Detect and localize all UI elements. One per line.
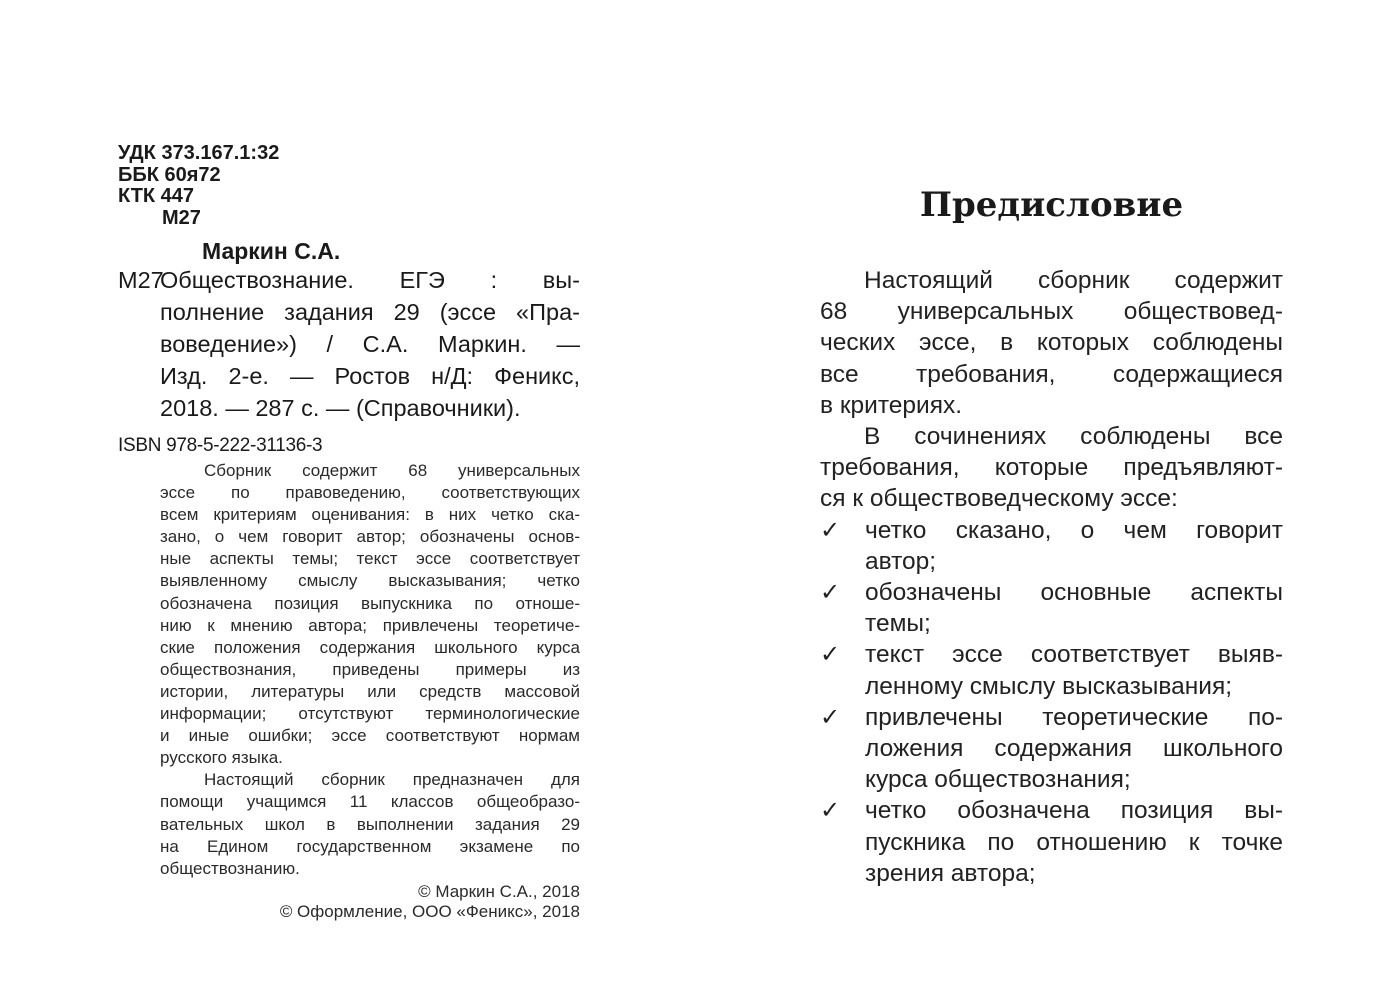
checklist-line: текст эссе соответствует выяв-: [865, 641, 1283, 669]
classification-codes: [118, 143, 279, 229]
citation-line: 2018. — 287 с. — (Справочники).: [160, 395, 521, 421]
annotation-line: эссе по правоведению, соответствующих: [160, 483, 580, 503]
annotation-line: ные аспекты темы; текст эссе соответствует: [160, 549, 580, 569]
annotation-paragraph: [160, 769, 580, 879]
annotation-line: зано, о чем говорит автор; обозначены основ-: [160, 527, 580, 547]
checklist-line: четко обозначена позиция вы-: [865, 797, 1283, 825]
annotation-line: информации; отсутствуют терминологические: [160, 704, 580, 724]
annotation-line: ские положения содержания школьного курса: [160, 637, 580, 657]
checklist-line: ленному смыслу высказывания;: [865, 672, 1233, 700]
checklist-line: темы;: [865, 610, 931, 638]
author-name: Маркин С.А.: [202, 238, 341, 264]
preface-line: требования, которые предъявляют-: [820, 454, 1283, 482]
checklist-line: курса обществознания;: [865, 766, 1131, 794]
citation-mark: М27: [118, 267, 164, 293]
preface-line: 68 универсальных обществовед-: [820, 298, 1283, 326]
annotation: [160, 460, 580, 880]
preface-text: [820, 265, 1283, 889]
preface-paragraph: [820, 421, 1283, 515]
checklist-item: [820, 795, 1283, 889]
checklist-item: [820, 577, 1283, 639]
check-icon: ✓: [820, 703, 841, 731]
checklist-line: обозначены основные аспекты: [865, 579, 1283, 607]
annotation-line: вательных школ в выполнении задания 29: [160, 814, 580, 834]
checklist-line: пускника по отношению к точке: [865, 828, 1283, 856]
checklist-line: ложения содержания школьного: [865, 735, 1283, 763]
preface-paragraph: [820, 265, 1283, 421]
page-heading: Предисловие: [919, 185, 1184, 225]
checklist-line: привлечены теоретические по-: [865, 703, 1283, 731]
citation-line: воведение») / С.А. Маркин. —: [160, 331, 580, 357]
annotation-line: нию к мнению автора; привлечены теоретиче-: [160, 615, 580, 635]
checklist-item: [820, 515, 1283, 577]
bibliographic-citation: [118, 264, 580, 424]
preface-line: В сочинениях соблюдены все: [864, 423, 1283, 451]
udk-code: УДК 373.167.1:32: [118, 142, 280, 164]
checklist-line: зрения автора;: [865, 859, 1036, 887]
annotation-line: выявленному смыслу высказывания; четко: [160, 571, 580, 591]
annotation-paragraph: [160, 460, 580, 769]
copyright-author: © Маркин С.А., 2018: [418, 882, 580, 901]
bbk-code: ББК 60я72: [118, 163, 221, 186]
annotation-line: истории, литературы или средств массовой: [160, 681, 580, 701]
annotation-line: русского языка.: [160, 748, 283, 768]
copyright: [280, 882, 580, 922]
preface-line: все требования, содержащиеся: [820, 360, 1283, 388]
checklist-line: автор;: [865, 547, 937, 575]
annotation-line: обществознания, приведены примеры из: [160, 659, 580, 679]
copyright-publisher: © Оформление, ООО «Феникс», 2018: [279, 902, 580, 921]
annotation-line: обозначена позиция выпускника по отноше-: [160, 593, 580, 613]
check-icon: ✓: [820, 797, 841, 825]
preface-line: Настоящий сборник содержит: [864, 267, 1283, 294]
preface-line: в критериях.: [820, 391, 963, 419]
check-icon: ✓: [820, 641, 841, 669]
annotation-line: обществознанию.: [160, 858, 300, 878]
annotation-line: на Едином государственном экзамене по: [160, 836, 580, 856]
checklist-line: четко сказано, о чем говорит: [865, 516, 1283, 544]
ktk-code: КТК 447: [118, 185, 195, 207]
preface-line: ся к обществоведческому эссе:: [820, 485, 1178, 513]
annotation-line: всем критериям оценивания: в них четко ска-: [160, 505, 580, 525]
preface-line: ческих эссе, в которых соблюдены: [820, 329, 1283, 357]
checklist-item: [820, 702, 1283, 796]
checklist-item: [820, 639, 1283, 701]
check-icon: ✓: [820, 516, 841, 544]
citation-line: Изд. 2-е. — Ростов н/Д: Феникс,: [160, 363, 580, 389]
check-icon: ✓: [820, 579, 841, 607]
citation-body: [160, 264, 580, 424]
isbn: ISBN 978-5-222-31136-3: [118, 435, 323, 456]
annotation-line: Сборник содержит 68 универсальных: [204, 461, 580, 480]
author-mark: М27: [162, 206, 201, 229]
annotation-line: и иные ошибки; эссе соответствуют нормам: [160, 726, 580, 746]
annotation-line: помощи учащимся 11 классов общеобразо-: [160, 792, 580, 812]
citation-line: полнение задания 29 (эссе «Пра-: [160, 299, 580, 325]
annotation-line: Настоящий сборник предназначен для: [204, 770, 580, 790]
citation-line: Обществознание. ЕГЭ : вы-: [160, 267, 580, 293]
